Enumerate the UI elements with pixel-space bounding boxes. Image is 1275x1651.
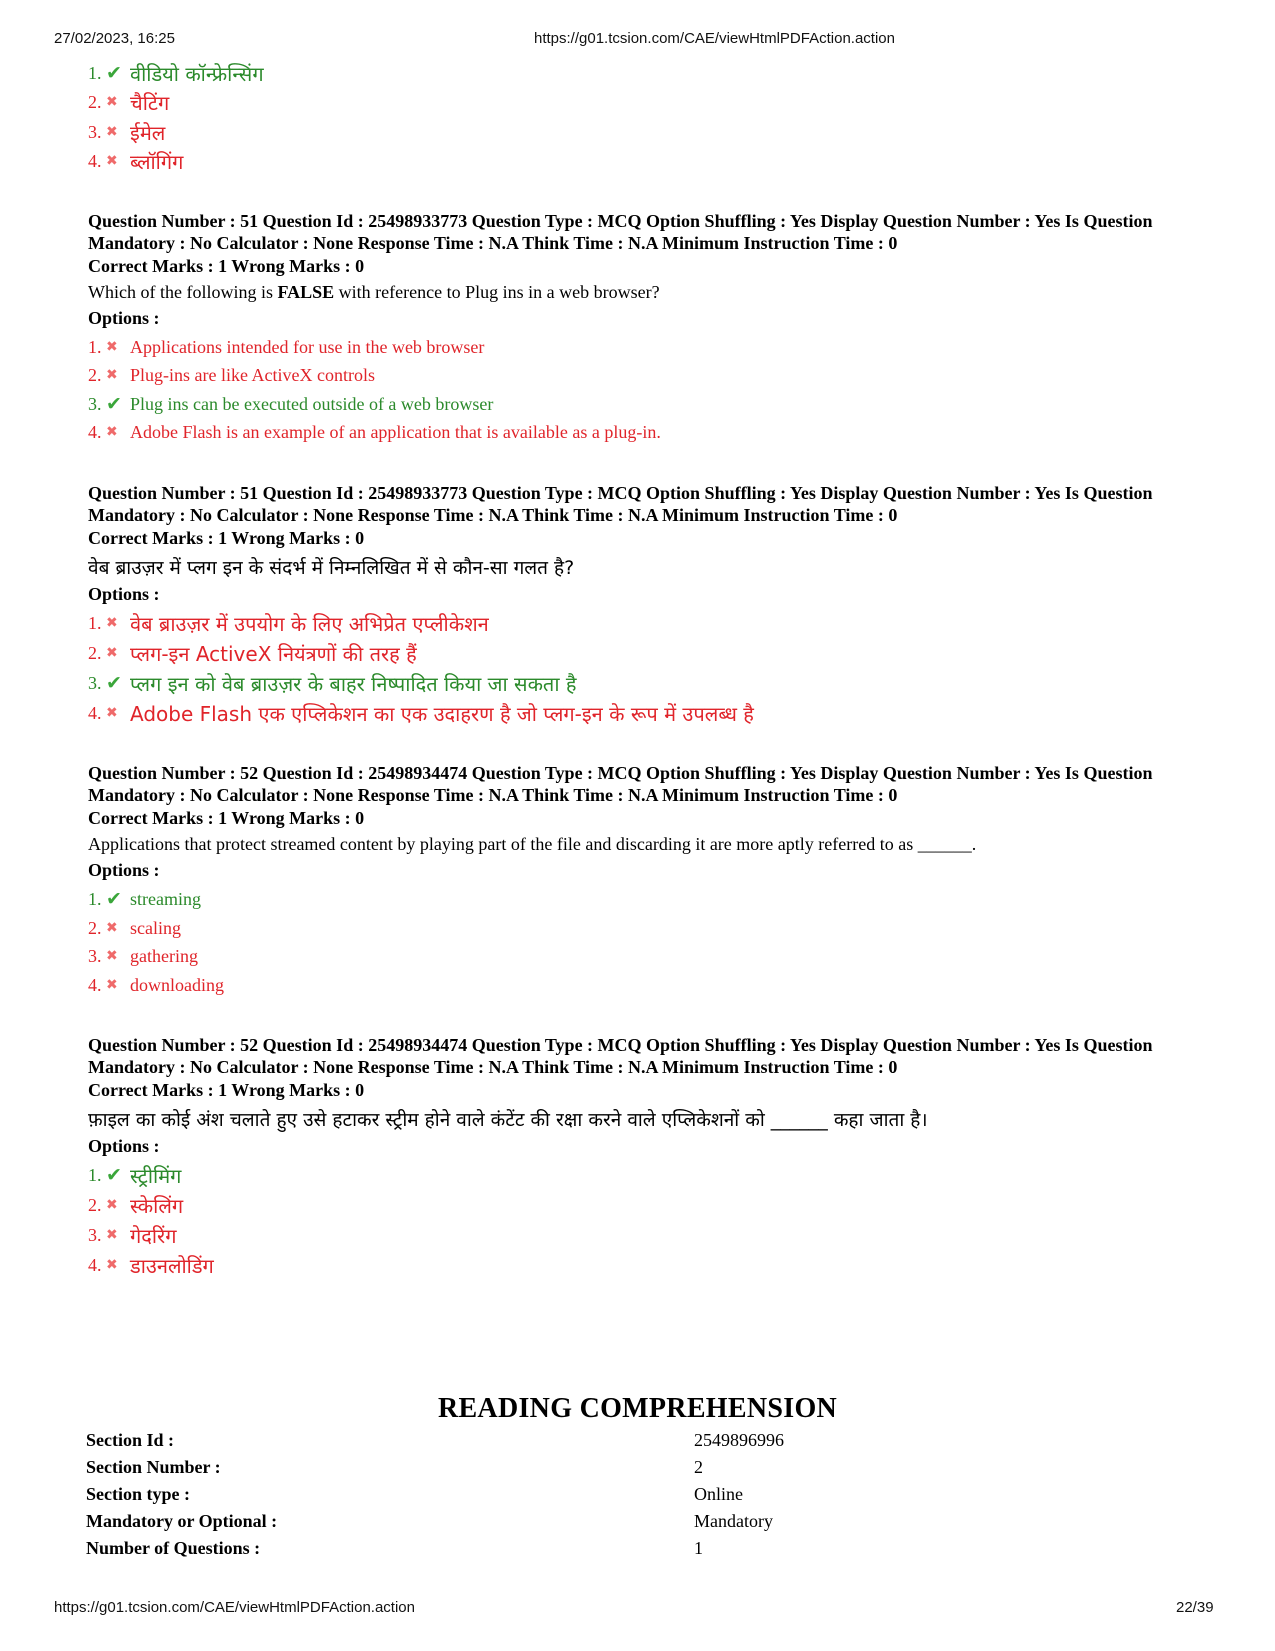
option-item: 1. ✖ वेब ब्राउज़र में उपयोग के लिए अभिप्रेत एप्लीकेशन	[88, 611, 489, 636]
question-meta: Question Number : 52 Question Id : 25498934474 Question Type : MCQ Option Shuffling : Yes Display Question Number : Yes Is Question Mandatory : No Calculator : None Response Time : N.A Think Time : N.A Minimum Instruction Time : 0	[88, 763, 1153, 805]
cross-icon: ✖	[106, 977, 118, 993]
cross-icon: ✖	[106, 705, 118, 721]
option-item: 4. ✖ ब्लॉगिंग	[88, 149, 184, 174]
cross-icon: ✖	[106, 424, 118, 440]
question-text: Which of the following is FALSE with reference to Plug ins in a web browser?	[88, 282, 660, 302]
options-label: Options :	[88, 860, 160, 880]
print-url: https://g01.tcsion.com/CAE/viewHtmlPDFAction.action	[534, 30, 895, 47]
cross-icon: ✖	[106, 948, 118, 964]
question-meta: Question Number : 52 Question Id : 25498934474 Question Type : MCQ Option Shuffling : Yes Display Question Number : Yes Is Question Mandatory : No Calculator : None Response Time : N.A Think Time : N.A Minimum Instruction Time : 0	[88, 1035, 1153, 1077]
section-title: READING COMPREHENSION	[437, 1393, 838, 1424]
cross-icon: ✖	[106, 124, 118, 140]
cross-icon: ✖	[106, 1257, 118, 1273]
check-icon: ✔	[106, 393, 122, 415]
question-marks: Correct Marks : 1 Wrong Marks : 0	[88, 256, 365, 276]
section-info-row: Number of Questions : 1	[86, 1538, 703, 1558]
page-number: 22/39	[1176, 1599, 1214, 1616]
question-marks: Correct Marks : 1 Wrong Marks : 0	[88, 1080, 365, 1100]
question-meta: Question Number : 51 Question Id : 25498933773 Question Type : MCQ Option Shuffling : Yes Display Question Number : Yes Is Question Mandatory : No Calculator : None Response Time : N.A Think Time : N.A Minimum Instruction Time : 0	[88, 483, 1153, 525]
check-icon: ✔	[106, 62, 122, 84]
cross-icon: ✖	[106, 339, 118, 355]
option-item: 4. ✖ डाउनलोडिंग	[88, 1253, 214, 1278]
option-item: 1. ✖ Applications intended for use in the web browser	[88, 336, 485, 357]
check-icon: ✔	[106, 888, 122, 910]
option-item: 3. ✖ ईमेल	[88, 120, 166, 145]
check-icon: ✔	[106, 1164, 122, 1186]
section-info-row: Section Number : 2	[86, 1457, 703, 1477]
question-marks: Correct Marks : 1 Wrong Marks : 0	[88, 808, 365, 828]
question-text: Applications that protect streamed content by playing part of the file and discarding it are more aptly referred to as ______.	[88, 834, 977, 854]
option-item: 1. ✔ वीडियो कॉन्फ्रेन्सिंग	[88, 61, 264, 86]
section-info-row: Section type : Online	[86, 1484, 743, 1504]
option-item: 3. ✔ Plug ins can be executed outside of a web browser	[88, 393, 494, 415]
cross-icon: ✖	[106, 920, 118, 936]
option-item: 3. ✖ गेदरिंग	[88, 1223, 177, 1248]
cross-icon: ✖	[106, 1227, 118, 1243]
options-label: Options :	[88, 1136, 160, 1156]
option-item: 4. ✖ downloading	[88, 974, 224, 995]
print-datetime: 27/02/2023, 16:25	[54, 30, 175, 47]
option-item: 1. ✔ स्ट्रीमिंग	[88, 1163, 182, 1188]
cross-icon: ✖	[106, 94, 118, 110]
option-item: 2. ✖ scaling	[88, 917, 181, 938]
cross-icon: ✖	[106, 153, 118, 169]
option-item: 2. ✖ प्लग-इन ActiveX नियंत्रणों की तरह हैं	[88, 641, 417, 666]
option-item: 2. ✖ Plug-ins are like ActiveX controls	[88, 364, 375, 385]
question-meta: Question Number : 51 Question Id : 25498933773 Question Type : MCQ Option Shuffling : Yes Display Question Number : Yes Is Question Mandatory : No Calculator : None Response Time : N.A Think Time : N.A Minimum Instruction Time : 0	[88, 211, 1153, 253]
section-info-row: Section Id : 2549896996	[86, 1430, 784, 1450]
cross-icon: ✖	[106, 615, 118, 631]
cross-icon: ✖	[106, 1197, 118, 1213]
question-text: वेब ब्राउज़र में प्लग इन के संदर्भ में निम्नलिखित में से कौन-सा गलत है?	[88, 557, 575, 579]
option-item: 4. ✖ Adobe Flash एक एप्लिकेशन का एक उदाहरण है जो प्लग-इन के रूप में उपलब्ध है	[88, 701, 754, 726]
cross-icon: ✖	[106, 367, 118, 383]
option-item: 2. ✖ स्केलिंग	[88, 1193, 184, 1218]
option-item: 3. ✖ gathering	[88, 945, 198, 966]
footer-url: https://g01.tcsion.com/CAE/viewHtmlPDFAction.action	[54, 1599, 415, 1616]
options-label: Options :	[88, 584, 160, 604]
option-item: 1. ✔ streaming	[88, 888, 201, 910]
option-item: 3. ✔ प्लग इन को वेब ब्राउज़र के बाहर निष्पादित किया जा सकता है	[88, 671, 577, 696]
question-text: फ़ाइल का कोई अंश चलाते हुए उसे हटाकर स्ट्रीम होने वाले कंटेंट की रक्षा करने वाले एप्लिकेशनों को ______ कहा जाता है।	[88, 1109, 928, 1131]
options-label: Options :	[88, 308, 160, 328]
cross-icon: ✖	[106, 645, 118, 661]
option-item: 2. ✖ चैटिंग	[88, 90, 170, 115]
question-marks: Correct Marks : 1 Wrong Marks : 0	[88, 528, 365, 548]
section-info-row: Mandatory or Optional : Mandatory	[86, 1511, 773, 1531]
check-icon: ✔	[106, 672, 122, 694]
option-item: 4. ✖ Adobe Flash is an example of an application that is available as a plug-in.	[88, 421, 661, 442]
